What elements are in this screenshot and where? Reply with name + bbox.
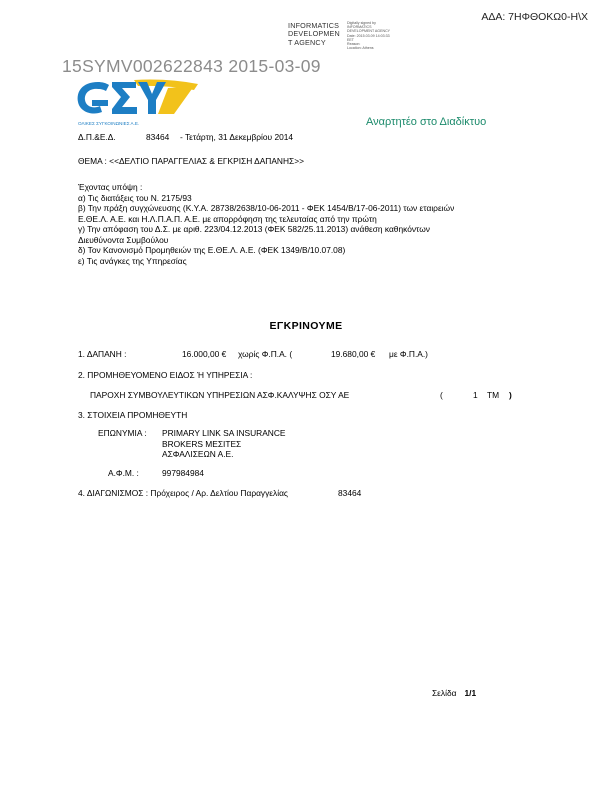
- header-number: 83464: [146, 132, 170, 142]
- supplier-afm-label: Α.Φ.Μ. :: [108, 468, 139, 478]
- item1-without-vat: χωρίς Φ.Π.Α. (: [238, 349, 293, 359]
- item1-with-vat: με Φ.Π.Α.): [389, 349, 428, 359]
- considering-line: δ) Τον Κανονισμό Προμηθειών της Ε.ΘΕ.Λ. Α.Ε. (ΦΕΚ 1349/Β/10.07.08): [78, 245, 346, 255]
- item1-amount-vat: 19.680,00 €: [331, 349, 376, 359]
- supplier-afm: 997984984: [162, 468, 204, 478]
- item4-label: 4. ΔΙΑΓΩΝΙΣΜΟΣ : Πρόχειρος / Αρ. Δελτίου Παραγγελίας: [78, 488, 288, 498]
- item2-unit: ΤΜ: [487, 390, 500, 400]
- supplier-name: [162, 428, 286, 460]
- item2-description: ΠΑΡΟΧΗ ΣΥΜΒΟΥΛΕΥΤΙΚΩΝ ΥΠΗΡΕΣΙΩΝ ΑΣΦ.ΚΑΛΥΨΗΣ ΟΣΥ ΑΕ: [90, 390, 350, 400]
- ada-code: ΑΔΑ: 7ΗΦΘΟΚΩ0-Η\Χ: [481, 11, 588, 23]
- osy-logo: [72, 76, 202, 128]
- considering-line: ε) Τις ανάγκες της Υπηρεσίας: [78, 255, 187, 266]
- page-indicator: [432, 688, 476, 698]
- considering-line: Ε.ΘΕ.Λ. Α.Ε. και Η.Λ.Π.Α.Π. Α.Ε. με απορρόφηση της τελευταίας από την πρώτη: [78, 213, 377, 224]
- posted-label: Αναρτητέο στο Διαδίκτυο: [366, 116, 487, 128]
- considering-line: γ) Την απόφαση του Δ.Σ. με αριθ. 223/04.12.2013 (ΦΕΚ 582/25.11.2013) ανάθεση καθηκόντων: [78, 224, 430, 234]
- org-name: [288, 22, 340, 47]
- signature-line: EET: [347, 37, 354, 42]
- supplier-name-line: ΑΣΦΑΛΙΣΕΩΝ Α.Ε.: [162, 449, 234, 459]
- signature-line: INFORMATICS: [347, 25, 372, 30]
- org-line: T AGENCY: [288, 37, 326, 47]
- item1-amount: 16.000,00 €: [182, 349, 227, 359]
- document-id: 15SYMV002622843 2015-03-09: [62, 56, 321, 76]
- signature-line: Location: Athens: [347, 46, 374, 51]
- signature-line: Reason:: [347, 42, 361, 47]
- page-number: 1/1: [464, 688, 477, 698]
- supplier-name-line: BROKERS ΜΕΣΙΤΕΣ: [162, 438, 242, 449]
- considering-line: Έχοντας υπόψη :: [78, 182, 143, 192]
- item4-number: 83464: [338, 488, 362, 498]
- subject: ΘΕΜΑ : <<ΔΕΛΤΙΟ ΠΑΡΑΓΓΕΛΙΑΣ & ΕΓΚΡΙΣΗ ΔΑΠΑΝΗΣ>>: [78, 156, 304, 166]
- osy-logo-graphic: [72, 76, 202, 128]
- approve-title: ΕΓΚΡΙΝΟΥΜΕ: [269, 320, 343, 332]
- item2-qty: 1: [473, 390, 478, 400]
- item2-qty-open: (: [440, 390, 443, 400]
- digital-signature: [347, 21, 390, 50]
- item2-label: 2. ΠΡΟΜΗΘΕΥΟΜΕΝΟ ΕΙΔΟΣ Ή ΥΠΗΡΕΣΙΑ :: [78, 370, 253, 380]
- supplier-name-label: ΕΠΩΝΥΜΙΑ :: [98, 428, 147, 438]
- signature-line: Digitally signed by: [347, 21, 376, 25]
- page-label: Σελίδα: [432, 688, 457, 698]
- item1-label: 1. ΔΑΠΑΝΗ :: [78, 349, 127, 359]
- logo-caption: ΟΛΙΚΕΣ ΣΥΓΚΟΙΝΩΝΙΕΣ Α.Ε.: [78, 121, 140, 126]
- considering-line: α) Τις διατάξεις του Ν. 2175/93: [78, 192, 192, 203]
- signature-line: Date: 2015.03.09 14:03:33: [347, 33, 390, 38]
- considering-line: Διευθύνοντα Συμβούλου: [78, 234, 169, 245]
- considering-line: β) Την πράξη συγχώνευσης (Κ.Υ.Α. 28738/2638/10-06-2011 - ΦΕΚ 1454/Β/17-06-2011) των εταιρειών: [78, 203, 455, 213]
- considering-block: [78, 182, 454, 266]
- item2-qty-close: ): [509, 390, 512, 400]
- org-line: DEVELOPMEN: [288, 29, 340, 39]
- org-line: INFORMATICS: [288, 21, 340, 30]
- header-dept: Δ.Π.&Ε.Δ.: [78, 132, 116, 142]
- supplier-name-line: PRIMARY LINK SA INSURANCE: [162, 428, 286, 438]
- item3-label: 3. ΣΤΟΙΧΕΙΑ ΠΡΟΜΗΘΕΥΤΗ: [78, 410, 188, 420]
- header-date: - Τετάρτη, 31 Δεκεμβρίου 2014: [180, 132, 294, 142]
- signature-line: DEVELOPMENT AGENCY: [347, 29, 391, 34]
